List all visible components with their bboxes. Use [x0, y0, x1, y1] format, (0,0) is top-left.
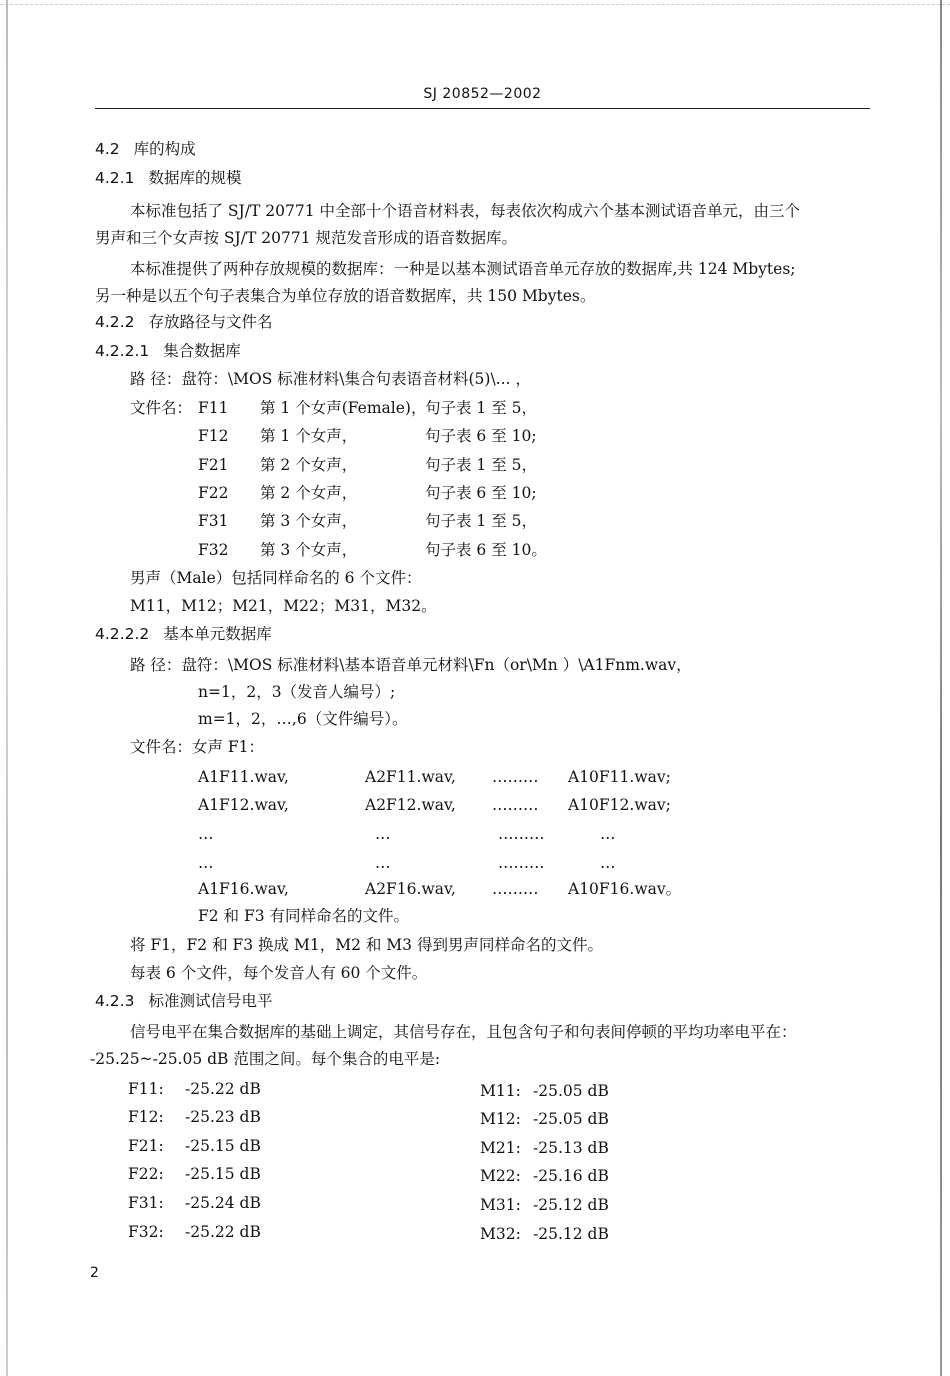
section-title: 基本单元数据库 [163, 625, 272, 643]
files-label: 文件名：女声 F1： [130, 738, 265, 756]
m-definition: m=1，2，…,6（文件编号）。 [198, 710, 408, 728]
file-code: F21 [198, 456, 229, 474]
file-speaker: 第 2 个女声， [260, 484, 358, 502]
level-label-male: M31: [480, 1196, 521, 1214]
path-line: 路 径：盘符：\MOS 标准材料\集合句表语音材料(5)\... ， [130, 370, 531, 388]
male-note: 男声（Male）包括同样命名的 6 个文件： [130, 569, 422, 587]
grid-cell: ……… [492, 796, 539, 814]
level-label-female: F22: [128, 1165, 164, 1183]
grid-cell: A1F16.wav, [198, 880, 289, 898]
page-number: 2 [90, 1265, 99, 1281]
section-number: 4.2 [95, 140, 120, 158]
heading-4-2-2-2 [95, 624, 272, 644]
grid-cell: … [198, 825, 214, 843]
file-speaker: 第 1 个女声， [260, 427, 358, 445]
section-title: 库的构成 [133, 140, 196, 158]
level-label-male: M32: [480, 1225, 521, 1243]
scan-border-top [0, 4, 950, 6]
grid-cell: … [600, 825, 616, 843]
file-speaker: 第 1 个女声(Female)， [260, 399, 427, 417]
path-line: 路 径：盘符：\MOS 标准材料\基本语音单元材料\Fn（or\Mn ）\A1Fnm.wav， [130, 656, 692, 674]
level-value-female: -25.15 dB [185, 1165, 261, 1183]
grid-cell: ……… [492, 880, 539, 898]
file-speaker: 第 3 个女声， [260, 512, 358, 530]
level-value-female: -25.22 dB [185, 1080, 261, 1098]
level-label-male: M22: [480, 1167, 521, 1185]
level-value-female: -25.15 dB [185, 1137, 261, 1155]
level-value-male: -25.13 dB [533, 1139, 609, 1157]
level-label-male: M11: [480, 1082, 521, 1100]
level-value-male: -25.12 dB [533, 1225, 609, 1243]
paragraph-line: 男声和三个女声按 SJ/T 20771 规范发音形成的语音数据库。 [95, 229, 517, 247]
section-title: 数据库的规模 [148, 169, 242, 187]
grid-cell: A2F12.wav, [365, 796, 456, 814]
file-range: 句子表 6 至 10; [425, 484, 537, 502]
grid-cell: A2F11.wav, [365, 768, 456, 786]
heading-4-2-2-1 [95, 341, 241, 361]
file-range: 句子表 6 至 10; [425, 427, 537, 445]
section-title: 集合数据库 [163, 342, 241, 360]
file-code: F12 [198, 427, 229, 445]
level-value-male: -25.12 dB [533, 1196, 609, 1214]
grid-cell: ……… [498, 854, 545, 872]
paragraph-line: -25.25~-25.05 dB 范围之间。每个集合的电平是: [90, 1050, 441, 1068]
file-speaker: 第 3 个女声， [260, 541, 358, 559]
file-range: 句子表 6 至 10。 [425, 541, 547, 559]
note-line: 将 F1，F2 和 F3 换成 M1，M2 和 M3 得到男声同样命名的文件。 [130, 936, 603, 954]
doc-code-header: SJ 20852—2002 [423, 86, 542, 102]
grid-cell: … [375, 825, 391, 843]
level-label-female: F12: [128, 1108, 164, 1126]
paragraph-line: 本标准提供了两种存放规模的数据库：一种是以基本测试语音单元存放的数据库,共 124 Mbytes; [130, 260, 796, 278]
grid-cell: A1F12.wav, [198, 796, 289, 814]
section-number: 4.2.2.1 [95, 342, 150, 360]
grid-cell: … [198, 854, 214, 872]
scan-border-right [940, 0, 942, 1376]
note-line: 每表 6 个文件，每个发音人有 60 个文件。 [130, 964, 428, 982]
section-number: 4.2.3 [95, 992, 135, 1010]
level-label-female: F32: [128, 1223, 164, 1241]
file-range: 句子表 1 至 5， [425, 399, 538, 417]
paragraph-line: 信号电平在集合数据库的基础上调定，其信号存在，且包含句子和句表间停顿的平均功率电平在： [130, 1023, 797, 1041]
paragraph-line: 本标准包括了 SJ/T 20771 中全部十个语音材料表，每表依次构成六个基本测试语音单元，由三个 [130, 202, 800, 220]
section-title: 存放路径与文件名 [148, 313, 273, 331]
n-definition: n=1，2，3（发音人编号）; [198, 683, 396, 701]
level-label-female: F11: [128, 1080, 164, 1098]
section-number: 4.2.2 [95, 313, 135, 331]
level-value-female: -25.23 dB [185, 1108, 261, 1126]
level-label-female: F21: [128, 1137, 164, 1155]
level-label-female: F31: [128, 1194, 164, 1212]
level-label-male: M21: [480, 1139, 521, 1157]
files-label: 文件名： [130, 399, 193, 417]
heading-4-2-3 [95, 991, 272, 1011]
level-value-male: -25.05 dB [533, 1082, 609, 1100]
grid-cell: A10F12.wav; [568, 796, 671, 814]
section-title: 标准测试信号电平 [148, 992, 273, 1010]
heading-4-2 [95, 139, 196, 159]
file-code: F31 [198, 512, 229, 530]
grid-cell: … [600, 854, 616, 872]
grid-cell: A10F16.wav。 [568, 880, 682, 898]
note-line: F2 和 F3 有同样命名的文件。 [198, 907, 410, 925]
section-number: 4.2.1 [95, 169, 135, 187]
level-value-male: -25.05 dB [533, 1110, 609, 1128]
file-range: 句子表 1 至 5， [425, 512, 538, 530]
grid-cell: A10F11.wav; [568, 768, 671, 786]
scan-border-left [6, 0, 8, 1376]
level-value-female: -25.22 dB [185, 1223, 261, 1241]
grid-cell: A2F16.wav, [365, 880, 456, 898]
grid-cell: A1F11.wav, [198, 768, 289, 786]
grid-cell: … [375, 854, 391, 872]
male-list: M11，M12；M21，M22；M31，M32。 [130, 597, 437, 615]
section-number: 4.2.2.2 [95, 625, 150, 643]
grid-cell: ……… [492, 768, 539, 786]
file-range: 句子表 1 至 5， [425, 456, 538, 474]
paragraph-line: 另一种是以五个句子表集合为单位存放的语音数据库，共 150 Mbytes。 [95, 287, 596, 305]
file-code: F32 [198, 541, 229, 559]
file-speaker: 第 2 个女声， [260, 456, 358, 474]
file-code: F11 [198, 399, 229, 417]
level-value-male: -25.16 dB [533, 1167, 609, 1185]
heading-4-2-2 [95, 312, 272, 332]
header-rule [95, 108, 870, 109]
level-value-female: -25.24 dB [185, 1194, 261, 1212]
grid-cell: ……… [498, 825, 545, 843]
heading-4-2-1 [95, 168, 241, 188]
file-code: F22 [198, 484, 229, 502]
level-label-male: M12: [480, 1110, 521, 1128]
